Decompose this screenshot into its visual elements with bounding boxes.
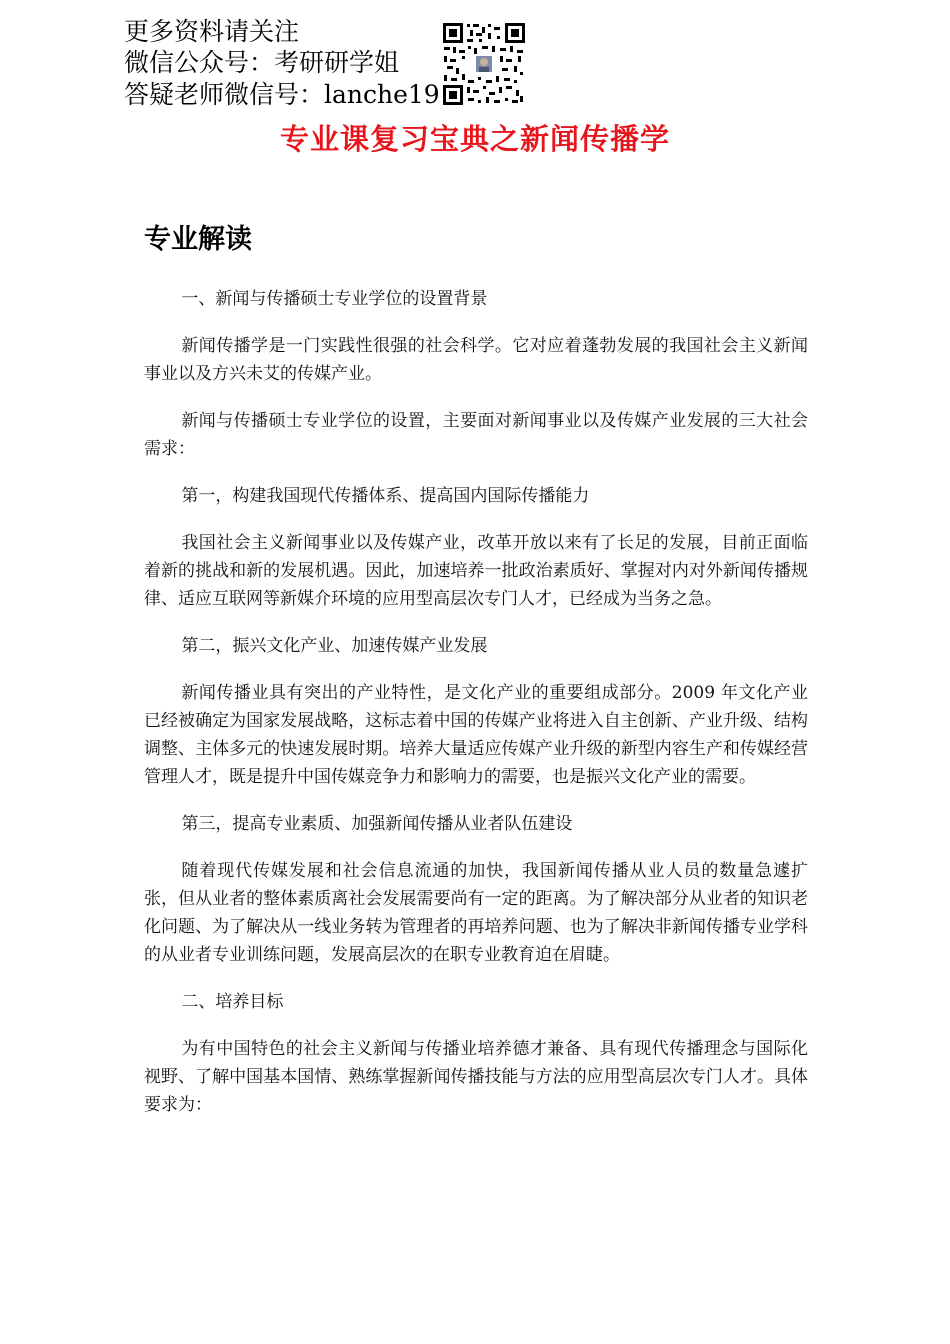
document-title: 专业课复习宝典之新闻传播学 xyxy=(279,122,670,156)
paragraph: 随着现代传媒发展和社会信息流通的加快，我国新闻传播从业人员的数量急遽扩张，但从业者的整体素质离社会发展需要尚有一定的距离。为了解决部分从业者的知识老化问题、为了解决从一线业务转为管理者的再培养问题、也为了解决非新闻传播专业学科的从业者专业训练问题，发展高层次的在职专业教育迫在眉睫。 xyxy=(144,861,808,965)
paragraph: 新闻传播业具有突出的产业特性，是文化产业的重要组成部分。2009 年文化产业已经被确定为国家发展战略，这标志着中国的传媒产业将进入自主创新、产业升级、结构调整、主体多元的快速发展时期。培养大量适应传媒产业升级的新型内容生产和传媒经营管理人才，既是提升中国传媒竞争力和影响力的需要，也是振兴文化产业的需要。 xyxy=(144,683,808,787)
subheading-third: 第三，提高专业素质、加强新闻传播从业者队伍建设 xyxy=(181,814,573,834)
promo-line-teacher-wechat: 答疑老师微信号：lanche19 xyxy=(124,80,440,109)
paragraph: 新闻与传播硕士专业学位的设置，主要面对新闻事业以及传媒产业发展的三大社会需求： xyxy=(144,411,808,459)
paragraph: 我国社会主义新闻事业以及传媒产业，改革开放以来有了长足的发展，目前正面临着新的挑战和新的发展机遇。因此，加速培养一批政治素质好、掌握对内对外新闻传播规律、适应互联网等新媒介环境的应用型高层次专门人才，已经成为当务之急。 xyxy=(144,533,808,609)
subheading-first: 第一，构建我国现代传播体系、提高国内国际传播能力 xyxy=(181,486,590,506)
subheading-second: 第二，振兴文化产业、加速传媒产业发展 xyxy=(181,636,488,656)
promo-line-wechat-account: 微信公众号：考研研学姐 xyxy=(124,48,400,77)
section-heading: 专业解读 xyxy=(144,224,252,255)
promo-line-follow: 更多资料请关注 xyxy=(124,17,300,46)
heading-goals: 二、培养目标 xyxy=(181,992,284,1012)
paragraph: 新闻传播学是一门实践性很强的社会科学。它对应着蓬勃发展的我国社会主义新闻事业以及方兴未艾的传媒产业。 xyxy=(144,336,808,384)
heading-background: 一、新闻与传播硕士专业学位的设置背景 xyxy=(181,289,488,309)
qr-code-icon xyxy=(442,22,526,106)
document-body xyxy=(144,285,808,1138)
paragraph: 为有中国特色的社会主义新闻与传播业培养德才兼备、具有现代传播理念与国际化视野、了解中国基本国情、熟练掌握新闻传播技能与方法的应用型高层次专门人才。具体要求为： xyxy=(144,1039,808,1115)
